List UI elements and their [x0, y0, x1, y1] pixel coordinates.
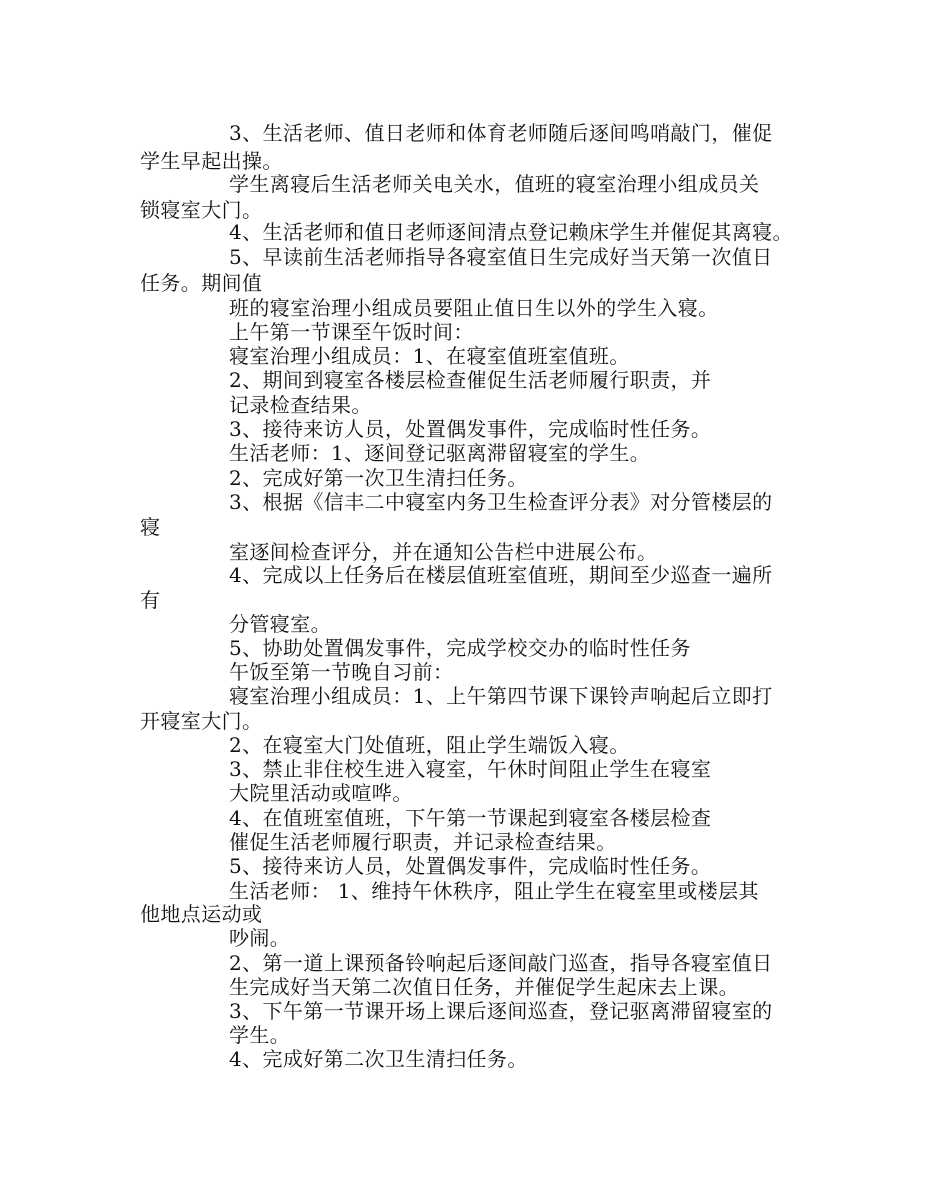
text-line: 锁寝室大门。: [140, 198, 263, 222]
text-line: 寝: [140, 515, 161, 539]
text-line: 3、根据《信丰二中寝室内务卫生检查评分表》对分管楼层的: [229, 490, 773, 514]
text-line: 大院里活动或喧哗。: [229, 781, 413, 805]
text-line: 班的寝室治理小组成员要阻止值日生以外的学生入寝。: [229, 296, 719, 320]
text-line: 他地点运动或: [140, 902, 263, 926]
text-line: 开寝室大门。: [140, 709, 263, 733]
text-line: 4、完成以上任务后在楼层值班室值班，期间至少巡查一遍所: [229, 563, 773, 587]
text-line: 寝室治理小组成员：1、在寝室值班室值班。: [229, 344, 630, 368]
text-line: 5、接待来访人员，处置偶发事件，完成临时性任务。: [229, 854, 712, 878]
text-line: 生活老师：1、逐间登记驱离滞留寝室的学生。: [229, 441, 651, 465]
text-line: 任务。期间值: [140, 271, 263, 295]
text-line: 3、生活老师、值日老师和体育老师随后逐间鸣哨敲门，催促: [229, 121, 773, 145]
text-line: 催促生活老师履行职责，并记录检查结果。: [229, 830, 617, 854]
text-line: 2、在寝室大门处值班，阻止学生端饭入寝。: [229, 733, 630, 757]
text-line: 记录检查结果。: [229, 393, 372, 417]
text-line: 学生早起出操。: [140, 149, 283, 173]
text-line: 5、早读前生活老师指导各寝室值日生完成好当天第一次值日: [229, 245, 773, 269]
text-line: 学生。: [229, 1023, 291, 1047]
text-line: 3、禁止非住校生进入寝室，午休时间阻止学生在寝室: [229, 757, 712, 781]
text-line: 4、完成好第二次卫生清扫任务。: [229, 1047, 528, 1071]
text-line: 4、在值班室值班，下午第一节课起到寝室各楼层检查: [229, 806, 712, 830]
text-line: 3、下午第一节课开场上课后逐间巡查，登记驱离滞留寝室的: [229, 999, 773, 1023]
text-line: 有: [140, 588, 161, 612]
text-line: 室逐间检查评分，并在通知公告栏中进展公布。: [229, 540, 658, 564]
text-line: 3、接待来访人员，处置偶发事件，完成临时性任务。: [229, 417, 712, 441]
text-line: 生活老师： 1、维持午休秩序，阻止学生在寝室里或楼层其: [229, 879, 759, 903]
text-line: 分管寝室。: [229, 612, 331, 636]
text-line: 午饭至第一节晚自习前：: [229, 660, 454, 684]
text-line: 2、期间到寝室各楼层检查催促生活老师履行职责，并: [229, 368, 712, 392]
text-line: 上午第一节课至午饭时间：: [229, 320, 474, 344]
text-line: 学生离寝后生活老师关电关水，值班的寝室治理小组成员关: [229, 172, 760, 196]
text-line: 生完成好当天第二次值日任务，并催促学生起床去上课。: [229, 975, 739, 999]
text-line: 5、协助处置偶发事件，完成学校交办的临时性任务: [229, 636, 691, 660]
text-line: 2、第一道上课预备铃响起后逐间敲门巡查，指导各寝室值日: [229, 951, 773, 975]
text-line: 4、生活老师和值日老师逐间清点登记赖床学生并催促其离寝。: [229, 220, 793, 244]
text-line: 寝室治理小组成员：1、上午第四节课下课铃声响起后立即打: [229, 684, 773, 708]
text-line: 2、完成好第一次卫生清扫任务。: [229, 466, 528, 490]
text-line: 吵闹。: [229, 926, 291, 950]
